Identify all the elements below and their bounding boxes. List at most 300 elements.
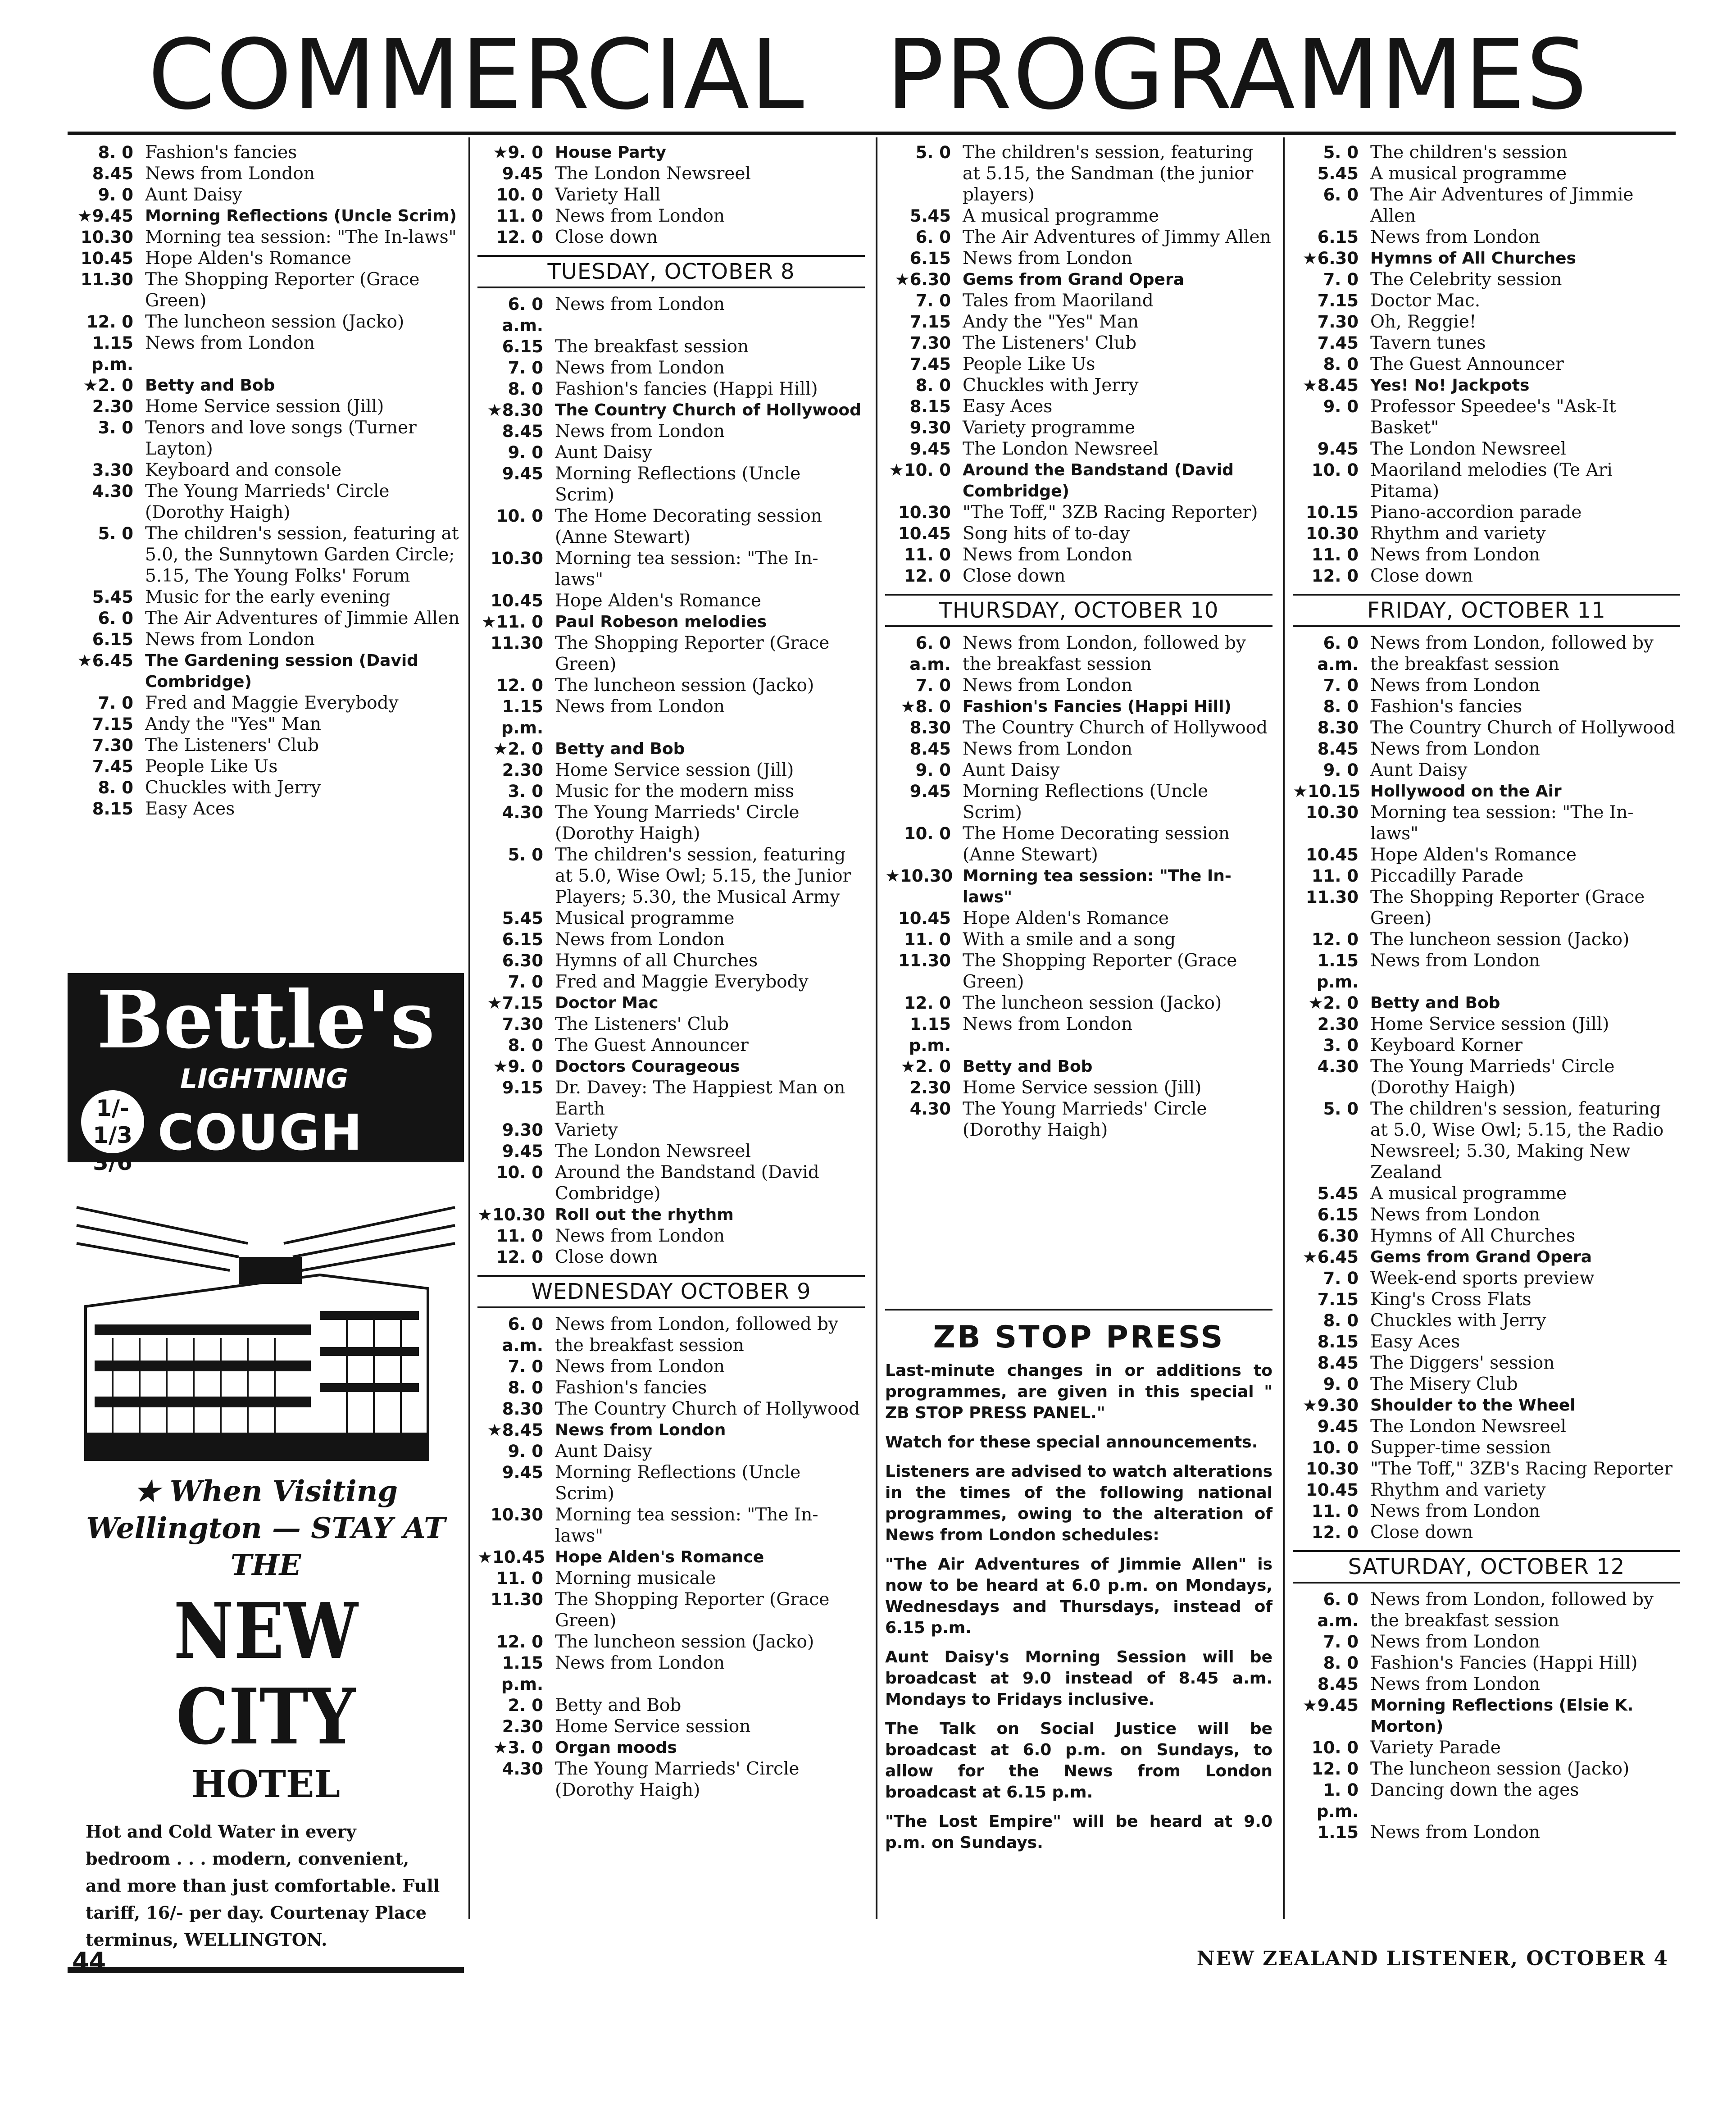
programme-row bbox=[885, 354, 1272, 375]
programme-title: Betty and Bob bbox=[963, 1057, 1093, 1076]
programme-time: 9.45 bbox=[1317, 439, 1359, 459]
programme-time: ★11. 0 bbox=[481, 612, 543, 632]
programme-title: Tales from Maoriland bbox=[963, 291, 1154, 311]
programme-row bbox=[1293, 1289, 1680, 1310]
programme-time: 6.15 bbox=[909, 249, 951, 268]
programme-row bbox=[477, 1589, 865, 1631]
programme-title: Hope Alden's Romance bbox=[1370, 845, 1577, 865]
programme-time: 8.45 bbox=[1317, 1675, 1359, 1694]
programme-row bbox=[885, 502, 1272, 523]
programme-title: Fashion's fancies bbox=[555, 1378, 707, 1398]
programme-title: Rhythm and variety bbox=[1370, 1480, 1546, 1500]
programme-row bbox=[477, 1204, 865, 1225]
programme-row bbox=[477, 1162, 865, 1204]
programme-row bbox=[477, 505, 865, 548]
programme-title: The luncheon session (Jacko) bbox=[555, 1632, 814, 1652]
programme-row bbox=[1293, 1737, 1680, 1758]
programme-title: Variety Parade bbox=[1370, 1738, 1501, 1758]
programme-time: 6. 0 a.m. bbox=[502, 1315, 543, 1355]
stop-press-note: Aunt Daisy's Morning Session will be broadcast at 9.0 instead of 8.45 a.m. Mondays to Fridays inclusive. bbox=[885, 1648, 1272, 1709]
programme-title: News from London bbox=[963, 675, 1132, 696]
programme-time: 10.30 bbox=[1305, 803, 1359, 822]
programme-row bbox=[1293, 1501, 1680, 1522]
programme-time: 10.30 bbox=[1305, 524, 1359, 543]
programme-time: 6.15 bbox=[1317, 1205, 1359, 1224]
programme-title: News from London bbox=[1370, 227, 1540, 247]
programme-title: Morning Reflections (Elsie K. Morton) bbox=[1370, 1696, 1634, 1736]
programme-time: 8.15 bbox=[1317, 1332, 1359, 1352]
programme-time: 4.30 bbox=[92, 482, 133, 501]
programme-time: 10.45 bbox=[490, 591, 543, 610]
programme-row bbox=[1293, 1437, 1680, 1458]
programme-title: Music for the modern miss bbox=[555, 781, 795, 801]
programme-time: 8. 0 bbox=[98, 778, 133, 797]
programme-time: 12. 0 bbox=[1311, 930, 1359, 949]
programme-title: Home Service session bbox=[555, 1716, 751, 1737]
programme-title: Organ moods bbox=[555, 1738, 677, 1757]
programme-time: 5. 0 bbox=[508, 845, 543, 865]
programme-row bbox=[477, 950, 865, 971]
programme-row bbox=[68, 608, 464, 629]
programme-time: 8.45 bbox=[1317, 739, 1359, 759]
programme-row bbox=[477, 590, 865, 611]
programme-title: News from London bbox=[1370, 1822, 1540, 1843]
programme-row bbox=[477, 1035, 865, 1056]
programme-row bbox=[1293, 1458, 1680, 1479]
programme-time: 8. 0 bbox=[915, 376, 951, 395]
programme-time: 10.45 bbox=[1305, 845, 1359, 865]
programme-row bbox=[477, 378, 865, 400]
programme-time: 10.45 bbox=[1305, 1480, 1359, 1500]
programme-title: King's Cross Flats bbox=[1370, 1289, 1531, 1310]
programme-row bbox=[68, 142, 464, 163]
programme-title: Andy the "Yes" Man bbox=[963, 312, 1139, 332]
programme-row bbox=[477, 1377, 865, 1398]
programme-time: ★6.30 bbox=[895, 270, 951, 289]
programme-row bbox=[477, 400, 865, 421]
programme-title: The Young Marrieds' Circle (Dorothy Haigh) bbox=[555, 802, 800, 844]
programme-time: 8.45 bbox=[1317, 1353, 1359, 1373]
programme-time: 7. 0 bbox=[915, 291, 951, 310]
programme-title: A musical programme bbox=[1370, 164, 1567, 184]
programme-time: 2.30 bbox=[909, 1078, 951, 1097]
programme-time: 10. 0 bbox=[496, 506, 543, 526]
programme-row bbox=[477, 1737, 865, 1758]
programme-row bbox=[1293, 844, 1680, 865]
programme-title: The London Newsreel bbox=[555, 1141, 751, 1161]
programme-title: Betty and Bob bbox=[1370, 994, 1500, 1012]
programme-time: 11.30 bbox=[80, 270, 133, 289]
programme-time: ★10.15 bbox=[1293, 782, 1361, 801]
programme-time: 7. 0 bbox=[508, 358, 543, 378]
programme-row bbox=[477, 781, 865, 802]
programme-row bbox=[68, 735, 464, 756]
programme-row bbox=[477, 1568, 865, 1589]
programme-title: The Listeners' Club bbox=[555, 1014, 729, 1034]
programme-time: 4.30 bbox=[1317, 1057, 1359, 1076]
programme-row bbox=[1293, 396, 1680, 438]
bettles-tagline: LIGHTNING bbox=[180, 1063, 348, 1095]
programme-time: ★2. 0 bbox=[900, 1057, 951, 1076]
programme-row bbox=[1293, 1331, 1680, 1352]
programme-row bbox=[1293, 1204, 1680, 1225]
programme-title: News from London bbox=[1370, 1674, 1540, 1694]
programme-title: The Air Adventures of Jimmy Allen bbox=[963, 227, 1271, 247]
programme-title: Dancing down the ages bbox=[1370, 1780, 1579, 1800]
hotel-building-image bbox=[68, 1189, 464, 1469]
programme-time: ★7.15 bbox=[487, 993, 543, 1013]
programme-title: Betty and Bob bbox=[555, 1695, 682, 1716]
programme-title: Doctors Courageous bbox=[555, 1057, 740, 1076]
programme-title: News from London bbox=[1370, 675, 1540, 696]
programme-time: 2.30 bbox=[502, 1717, 543, 1736]
programme-time: 12. 0 bbox=[496, 676, 543, 695]
programme-time: ★10.30 bbox=[477, 1205, 545, 1224]
programme-time: 7.30 bbox=[1317, 312, 1359, 332]
programme-time: 7.15 bbox=[1317, 291, 1359, 310]
programme-title: Fashion's Fancies (Happi Hill) bbox=[1370, 1653, 1638, 1673]
programme-title: News from London bbox=[1370, 951, 1540, 971]
programme-time: 3. 0 bbox=[508, 782, 543, 801]
programme-row bbox=[885, 375, 1272, 396]
programme-time: 6. 0 bbox=[98, 609, 133, 628]
programme-time: 7.45 bbox=[909, 355, 951, 374]
programme-time: 8.15 bbox=[909, 397, 951, 416]
programme-row bbox=[68, 756, 464, 777]
programme-time: 12. 0 bbox=[1311, 1759, 1359, 1779]
programme-title: The Young Marrieds' Circle (Dorothy Haigh) bbox=[555, 1759, 800, 1800]
programme-time: 4.30 bbox=[909, 1099, 951, 1119]
programme-time: 11.30 bbox=[490, 633, 543, 653]
programme-time: 11. 0 bbox=[904, 545, 951, 564]
programme-row bbox=[477, 1547, 865, 1568]
programme-title: Hope Alden's Romance bbox=[145, 248, 351, 268]
programme-row bbox=[68, 692, 464, 714]
programme-row bbox=[1293, 802, 1680, 844]
programme-row bbox=[1293, 332, 1680, 354]
programme-row bbox=[1293, 354, 1680, 375]
schedule-wednesday-evening bbox=[885, 142, 1272, 587]
programme-row bbox=[1293, 142, 1680, 163]
programme-title: Fashion's fancies bbox=[1370, 696, 1522, 717]
programme-row bbox=[1293, 248, 1680, 269]
programme-title: A musical programme bbox=[963, 206, 1159, 226]
programme-time: 6. 0 bbox=[915, 228, 951, 247]
programme-time: 3.30 bbox=[92, 460, 133, 480]
programme-title: Morning Reflections (Uncle Scrim) bbox=[555, 464, 801, 505]
programme-time: 9. 0 bbox=[1323, 1374, 1359, 1394]
programme-title: Home Service session (Jill) bbox=[963, 1078, 1202, 1098]
programme-title: News from London bbox=[145, 164, 315, 184]
programme-row bbox=[885, 929, 1272, 950]
programme-row bbox=[885, 950, 1272, 992]
programme-row bbox=[68, 227, 464, 248]
programme-title: The Air Adventures of Jimmie Allen bbox=[1370, 185, 1634, 226]
programme-time: 9.45 bbox=[502, 1463, 543, 1482]
programme-row bbox=[1293, 1183, 1680, 1204]
schedule-wednesday bbox=[477, 1314, 865, 1801]
programme-row bbox=[68, 777, 464, 798]
programme-row bbox=[1293, 375, 1680, 396]
programme-time: 8.45 bbox=[92, 164, 133, 183]
programme-time: 9.30 bbox=[502, 1120, 543, 1140]
programme-time: 10.30 bbox=[490, 1505, 543, 1524]
programme-time: 2.30 bbox=[502, 760, 543, 780]
top-rule bbox=[68, 132, 1676, 135]
programme-row bbox=[885, 633, 1272, 675]
programme-row bbox=[1293, 1652, 1680, 1674]
programme-row bbox=[477, 1356, 865, 1377]
programme-title: Andy the "Yes" Man bbox=[145, 714, 321, 734]
programme-time: 7.45 bbox=[1317, 333, 1359, 353]
programme-title: News from London bbox=[555, 696, 725, 717]
programme-row bbox=[477, 357, 865, 378]
programme-row bbox=[1293, 1374, 1680, 1395]
programme-time: 12. 0 bbox=[1311, 566, 1359, 586]
programme-title: The luncheon session (Jacko) bbox=[963, 993, 1222, 1013]
programme-time: 7.15 bbox=[1317, 1290, 1359, 1309]
column-2 bbox=[477, 142, 865, 1801]
programme-title: Shoulder to the Wheel bbox=[1370, 1396, 1576, 1415]
programme-row bbox=[477, 929, 865, 950]
programme-time: 9.45 bbox=[909, 782, 951, 801]
programme-title: The children's session bbox=[1370, 142, 1568, 163]
programme-time: 8. 0 bbox=[508, 1378, 543, 1397]
column-divider bbox=[468, 137, 470, 1919]
programme-row bbox=[885, 248, 1272, 269]
programme-time: ★3. 0 bbox=[493, 1738, 543, 1757]
hotel-visit-line: ★ When Visiting Wellington — STAY AT THE bbox=[86, 1474, 445, 1582]
programme-title: Hymns of All Churches bbox=[1370, 249, 1576, 268]
programme-time: 8.30 bbox=[909, 718, 951, 737]
programme-row bbox=[1293, 1225, 1680, 1247]
programme-time: 1.15 bbox=[1317, 1823, 1359, 1842]
programme-title: News from London, followed by the breakfast session bbox=[555, 1314, 838, 1356]
programme-title: News from London bbox=[555, 1421, 726, 1439]
programme-row bbox=[68, 714, 464, 735]
page-title bbox=[0, 19, 1736, 131]
programme-row bbox=[68, 248, 464, 269]
programme-row bbox=[477, 1314, 865, 1356]
programme-row bbox=[885, 142, 1272, 205]
programme-row bbox=[1293, 544, 1680, 565]
programme-time: 8. 0 bbox=[98, 143, 133, 162]
programme-title: Variety Hall bbox=[555, 185, 661, 205]
programme-title: The Air Adventures of Jimmie Allen bbox=[145, 608, 460, 628]
programme-row bbox=[885, 565, 1272, 587]
column-1 bbox=[68, 142, 464, 819]
schedule-friday bbox=[1293, 633, 1680, 1543]
programme-row bbox=[477, 442, 865, 463]
programme-title: News from London, followed by the breakfast session bbox=[1370, 633, 1654, 674]
hotel-illustration bbox=[68, 1189, 464, 1469]
day-heading-friday: FRIDAY, OCTOBER 11 bbox=[1293, 594, 1680, 627]
programme-title: Betty and Bob bbox=[555, 740, 685, 758]
programme-row bbox=[1293, 633, 1680, 675]
programme-time: 6. 0 bbox=[1323, 185, 1359, 205]
programme-row bbox=[477, 1056, 865, 1077]
programme-row bbox=[1293, 781, 1680, 802]
programme-title: Hymns of all Churches bbox=[555, 951, 758, 971]
stop-press-note: The Talk on Social Justice will be broadcast at 6.0 p.m. on Sundays, to allow for the News from London broadcast at 6.15 p.m. bbox=[885, 1720, 1272, 1802]
programme-time: ★2. 0 bbox=[1308, 993, 1359, 1013]
programme-time: 8. 0 bbox=[1323, 1311, 1359, 1330]
title-right: PROGRAMMES bbox=[886, 19, 1588, 131]
zb-stop-press-panel bbox=[885, 1309, 1272, 1861]
programme-title: The Shopping Reporter (Grace Green) bbox=[145, 269, 420, 311]
programme-title: Fashion's fancies (Happi Hill) bbox=[555, 379, 818, 399]
programme-time: 9. 0 bbox=[915, 760, 951, 780]
programme-row bbox=[885, 523, 1272, 544]
programme-title: Hope Alden's Romance bbox=[555, 591, 761, 611]
programme-title: The children's session, featuring at 5.0, the Sunnytown Garden Circle; 5.15, The Young Folks' Forum bbox=[145, 523, 459, 586]
programme-row bbox=[477, 1504, 865, 1547]
programme-time: 7. 0 bbox=[1323, 1632, 1359, 1652]
programme-time: 12. 0 bbox=[904, 993, 951, 1013]
programme-title: News from London bbox=[963, 545, 1132, 565]
programme-time: ★6.45 bbox=[1302, 1247, 1359, 1267]
programme-row bbox=[1293, 1395, 1680, 1416]
programme-title: Hymns of All Churches bbox=[1370, 1226, 1576, 1246]
bettles-price: 1/- 1/3 3/6 bbox=[81, 1090, 144, 1153]
programme-row bbox=[477, 1141, 865, 1162]
programme-title: Morning musicale bbox=[555, 1568, 716, 1588]
programme-row bbox=[68, 375, 464, 396]
programme-time: 7. 0 bbox=[1323, 676, 1359, 695]
programme-row bbox=[1293, 311, 1680, 332]
programme-time: ★8.30 bbox=[487, 400, 543, 420]
programme-row bbox=[1293, 269, 1680, 290]
programme-row bbox=[68, 311, 464, 332]
programme-row bbox=[1293, 696, 1680, 717]
programme-time: 11. 0 bbox=[496, 1569, 543, 1588]
programme-time: 11.30 bbox=[1305, 887, 1359, 907]
programme-title: Piano-accordion parade bbox=[1370, 502, 1582, 523]
programme-title: The luncheon session (Jacko) bbox=[1370, 929, 1630, 950]
programme-title: Fred and Maggie Everybody bbox=[555, 972, 809, 992]
programme-time: 8.15 bbox=[92, 799, 133, 819]
programme-title: The Shopping Reporter (Grace Green) bbox=[963, 951, 1237, 992]
programme-row bbox=[885, 290, 1272, 311]
programme-title: The luncheon session (Jacko) bbox=[555, 675, 814, 696]
programme-row bbox=[1293, 565, 1680, 587]
column-3 bbox=[885, 142, 1272, 1141]
programme-title: Morning tea session: "The In-laws" bbox=[963, 867, 1232, 906]
programme-title: Morning Reflections (Uncle Scrim) bbox=[555, 1462, 801, 1504]
programme-row bbox=[1293, 1695, 1680, 1737]
programme-row bbox=[885, 332, 1272, 354]
programme-title: News from London bbox=[1370, 545, 1540, 565]
programme-title: News from London bbox=[1370, 1632, 1540, 1652]
programme-time: 11. 0 bbox=[904, 930, 951, 949]
programme-row bbox=[477, 336, 865, 357]
programme-row bbox=[1293, 1674, 1680, 1695]
programme-row bbox=[885, 227, 1272, 248]
programme-time: 12. 0 bbox=[86, 312, 133, 332]
programme-title: Variety bbox=[555, 1120, 618, 1140]
programme-time: 5.45 bbox=[1317, 164, 1359, 183]
programme-title: Fashion's Fancies (Happi Hill) bbox=[963, 697, 1232, 716]
programme-time: 7. 0 bbox=[1323, 270, 1359, 289]
programme-row bbox=[477, 1631, 865, 1652]
programme-row bbox=[1293, 1247, 1680, 1268]
programme-title: The London Newsreel bbox=[1370, 439, 1566, 459]
programme-row bbox=[1293, 950, 1680, 992]
programme-title: News from London bbox=[963, 739, 1132, 759]
programme-title: The Guest Announcer bbox=[555, 1035, 749, 1056]
programme-time: 9. 0 bbox=[508, 1442, 543, 1461]
programme-title: People Like Us bbox=[145, 756, 278, 777]
programme-title: The Country Church of Hollywood bbox=[963, 718, 1268, 738]
programme-row bbox=[477, 1716, 865, 1737]
programme-time: 11. 0 bbox=[496, 206, 543, 226]
programme-title: Tavern tunes bbox=[1370, 333, 1486, 353]
programme-time: 3. 0 bbox=[1323, 1036, 1359, 1055]
programme-row bbox=[477, 184, 865, 205]
programme-row bbox=[477, 1462, 865, 1504]
stop-press-heading: ZB STOP PRESS bbox=[933, 1320, 1225, 1355]
programme-title: Aunt Daisy bbox=[1370, 760, 1468, 780]
programme-time: 11. 0 bbox=[1311, 1502, 1359, 1521]
programme-time: 7.15 bbox=[92, 714, 133, 734]
programme-title: Keyboard Korner bbox=[1370, 1035, 1522, 1056]
programme-row bbox=[477, 205, 865, 227]
programme-time: 8. 0 bbox=[1323, 697, 1359, 716]
programme-title: Oh, Reggie! bbox=[1370, 312, 1477, 332]
programme-row bbox=[477, 908, 865, 929]
bettles-brand: Bettle's bbox=[96, 974, 435, 1066]
programme-row bbox=[477, 696, 865, 738]
programme-time: 9.45 bbox=[502, 464, 543, 483]
programme-row bbox=[1293, 738, 1680, 760]
programme-title: Yes! No! Jackpots bbox=[1370, 376, 1530, 395]
programme-time: 10. 0 bbox=[1311, 1738, 1359, 1757]
programme-row bbox=[477, 992, 865, 1014]
programme-row bbox=[885, 205, 1272, 227]
schedule-thursday-evening bbox=[1293, 142, 1680, 587]
programme-title: The Home Decorating session (Anne Stewart) bbox=[963, 824, 1230, 865]
programme-title: The London Newsreel bbox=[1370, 1416, 1566, 1437]
programme-row bbox=[477, 1014, 865, 1035]
programme-title: The luncheon session (Jacko) bbox=[1370, 1759, 1630, 1779]
programme-row bbox=[885, 738, 1272, 760]
stop-press-intro: Last-minute changes in or additions to programmes, are given in this special " ZB STOP PRESS PANEL." bbox=[885, 1361, 1272, 1422]
programme-row bbox=[885, 908, 1272, 929]
programme-title: The Listeners' Club bbox=[145, 735, 319, 755]
programme-time: 6.15 bbox=[502, 930, 543, 949]
programme-title: The Misery Club bbox=[1370, 1374, 1518, 1394]
programme-time: 7.45 bbox=[92, 757, 133, 776]
programme-time: 6. 0 a.m. bbox=[1317, 1590, 1359, 1630]
programme-title: Morning tea session: "The In-laws" bbox=[145, 227, 457, 247]
programme-time: 7.30 bbox=[92, 736, 133, 755]
programme-row bbox=[1293, 290, 1680, 311]
programme-row bbox=[1293, 717, 1680, 738]
programme-time: 9.45 bbox=[909, 439, 951, 459]
programme-row bbox=[68, 163, 464, 184]
programme-time: 12. 0 bbox=[496, 228, 543, 247]
stop-press-note: "The Air Adventures of Jimmie Allen" is now to be heard at 6.0 p.m. on Mondays, Wednesdays and Thursdays, instead of 6.15 p.m. bbox=[885, 1555, 1272, 1637]
programme-title: The Young Marrieds' Circle (Dorothy Haigh) bbox=[963, 1099, 1207, 1140]
title-left: COMMERCIAL bbox=[148, 19, 805, 131]
programme-title: News from London, followed by the breakfast session bbox=[1370, 1589, 1654, 1631]
programme-time: 6.30 bbox=[1317, 1226, 1359, 1246]
programme-time: 8. 0 bbox=[1323, 1653, 1359, 1673]
programme-row bbox=[885, 1077, 1272, 1098]
programme-row bbox=[1293, 865, 1680, 887]
programme-time: 10.30 bbox=[490, 549, 543, 568]
programme-title: The Shopping Reporter (Grace Green) bbox=[555, 633, 830, 674]
